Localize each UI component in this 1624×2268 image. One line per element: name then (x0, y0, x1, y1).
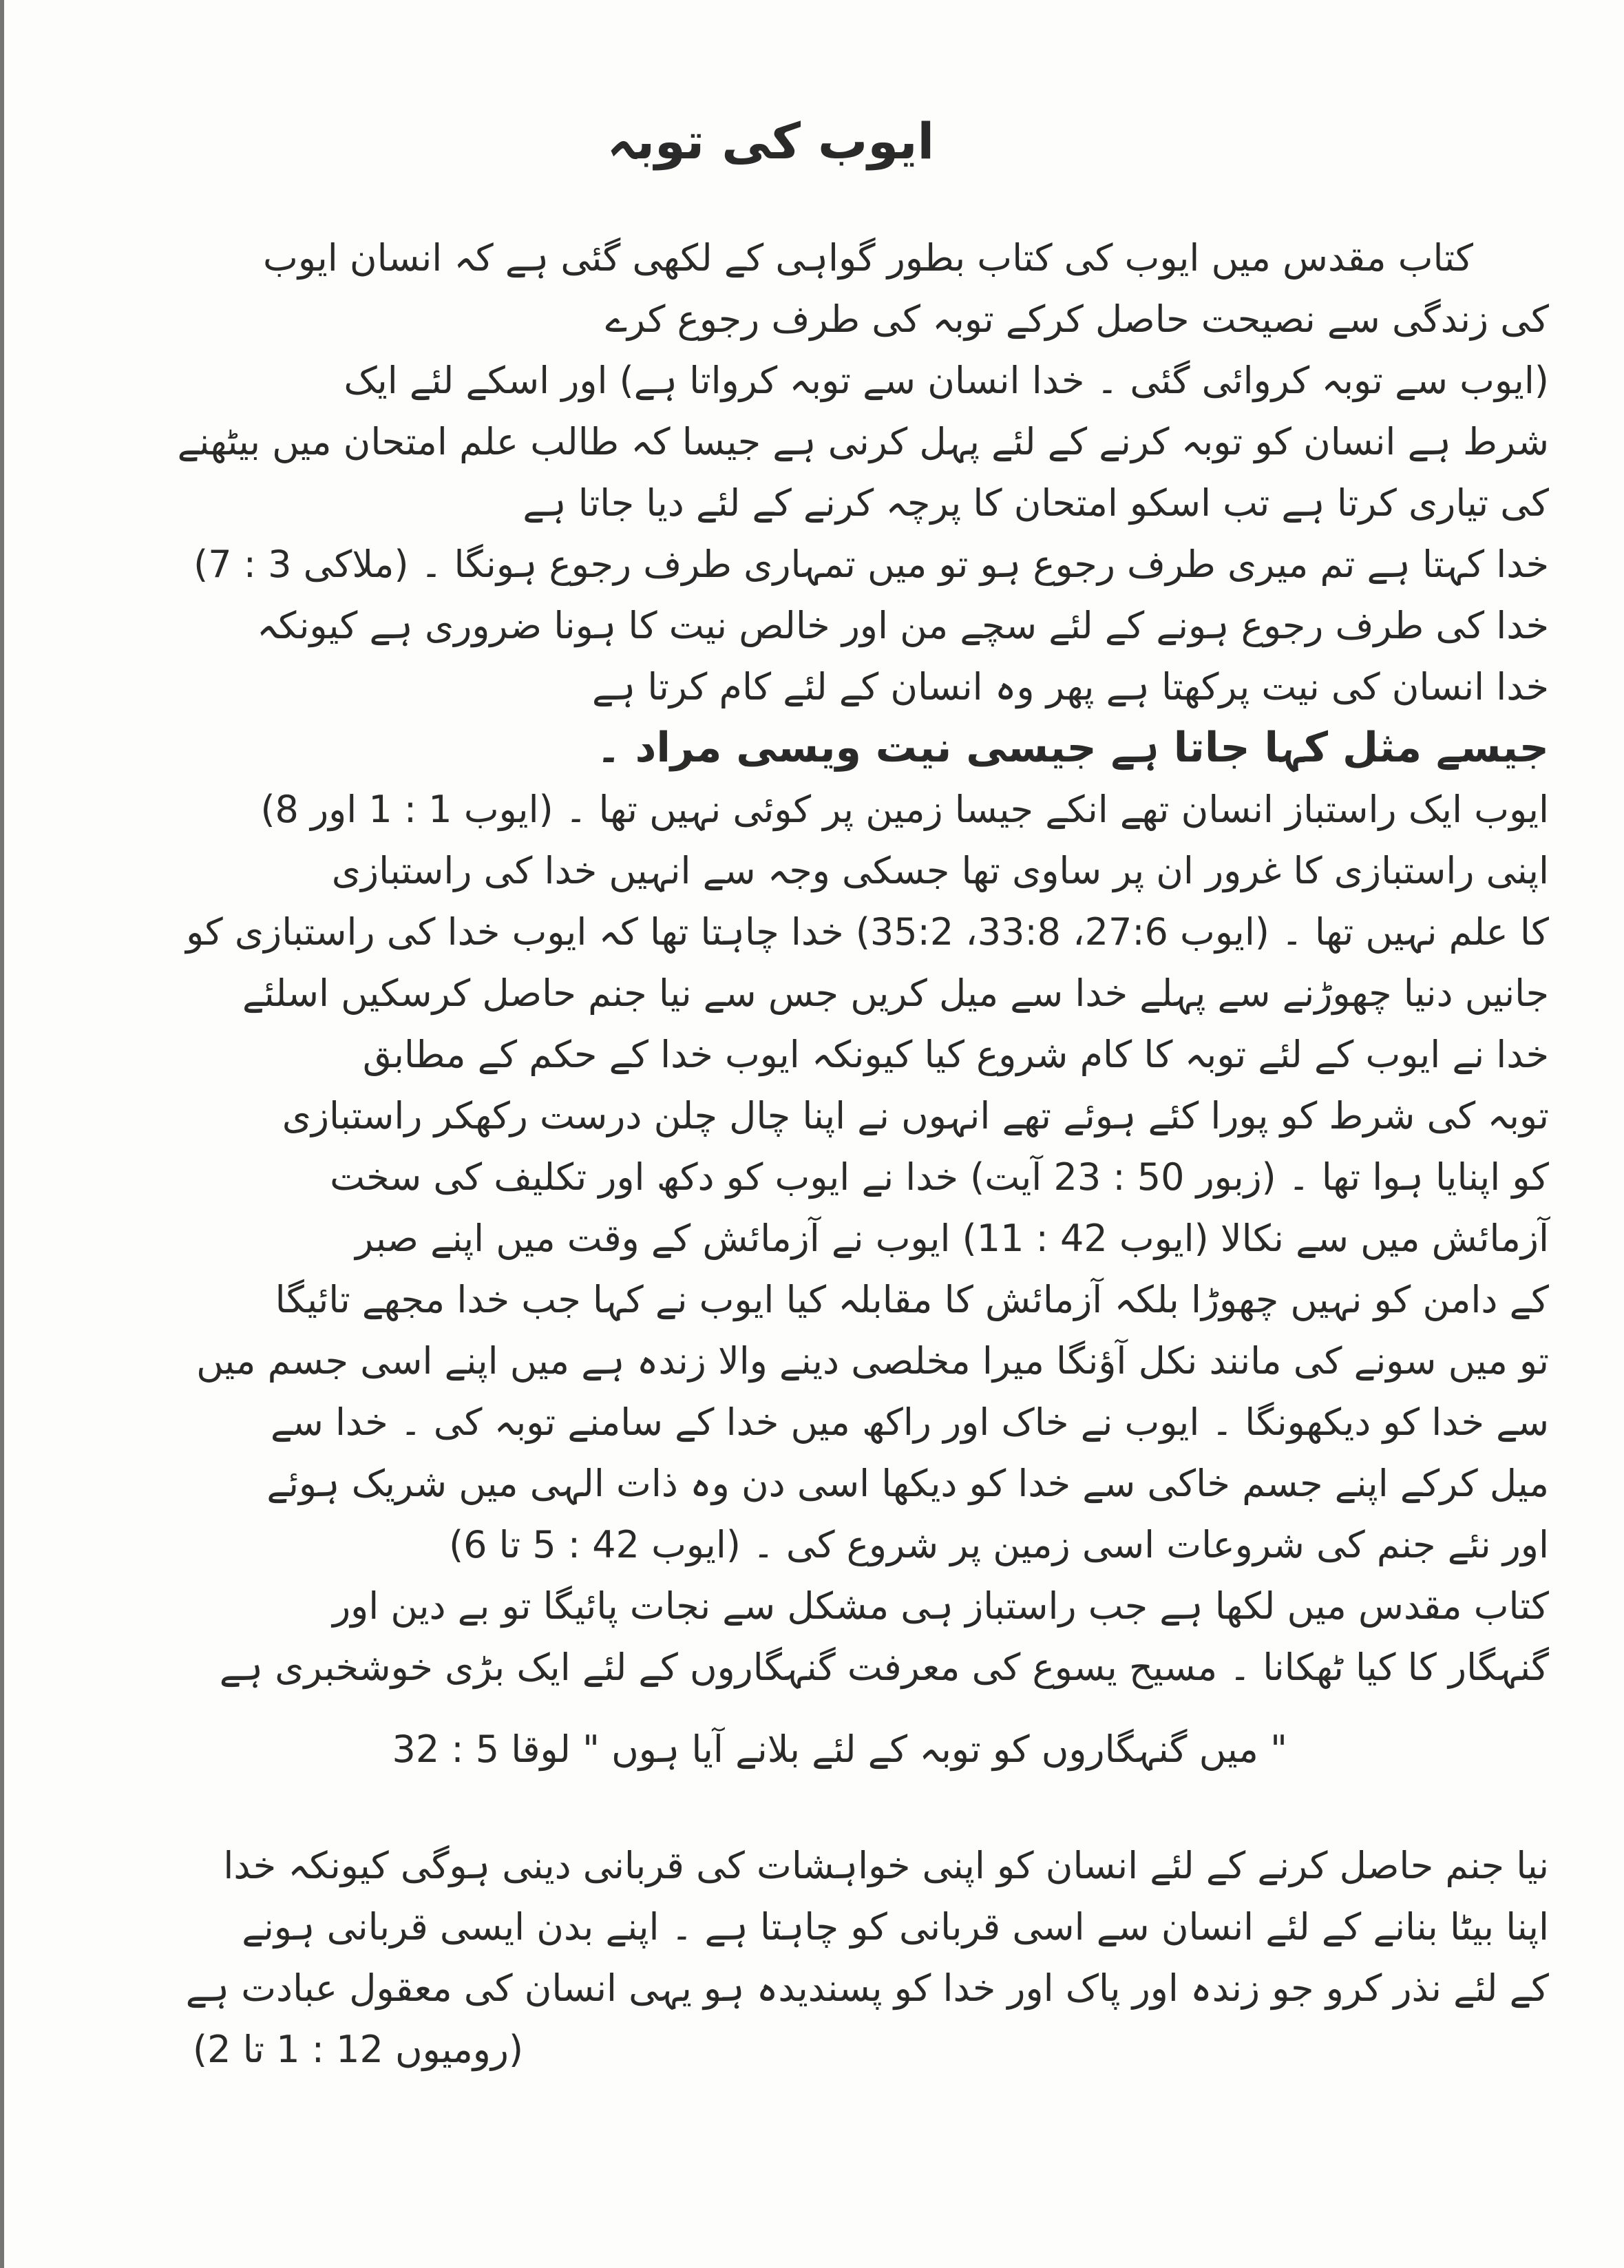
page-title: ایوب کی توبہ (607, 112, 935, 170)
text-line: اپنی راستبازی کا غرور ان پر ساوی تھا جسکی وجہ سے انہیں خدا کی راستبازی (331, 849, 1549, 892)
text-line: خدا کی طرف رجوع ہونے کے لئے سچے من اور خالص نیت کا ہونا ضروری ہے کیونکہ (256, 604, 1549, 647)
text-line: شرط ہے انسان کو توبہ کرنے کے لئے پہل کرنی ہے جیسا کہ طالب علم امتحان میں بیٹھنے (177, 420, 1549, 463)
text-line: خدا انسان کی نیت پرکھتا ہے پھر وہ انسان کے لئے کام کرتا ہے (591, 665, 1549, 708)
handwritten-body (83, 227, 1549, 2080)
text-line: میل کرکے اپنے جسم خاکی سے خدا کو دیکھا اسی دن وہ ذات الہی میں شریک ہوئے (266, 1462, 1549, 1505)
text-line: خدا کہتا ہے تم میری طرف رجوع ہو تو میں تمہاری طرف رجوع ہونگا ۔ (ملاکی 3 : 7) (193, 543, 1549, 586)
scan-edge-shadow (0, 0, 4, 2268)
scripture-reference: (رومیوں 12 : 1 تا 2) (193, 2028, 524, 2071)
text-line: گنہگار کا کیا ٹھکانا ۔ مسیح یسوع کی معرفت گنہگاروں کے لئے ایک بڑی خوشخبری ہے (219, 1646, 1549, 1689)
text-line: خدا نے ایوب کے لئے توبہ کا کام شروع کیا کیونکہ ایوب خدا کے حکم کے مطابق (362, 1033, 1549, 1076)
text-line: کا علم نہیں تھا ۔ (ایوب 27:6، 33:8، 35:2) خدا چاہتا تھا کہ ایوب خدا کی راستبازی کو (186, 910, 1549, 954)
proverb-line: جیسے مثل کہا جاتا ہے جیسی نیت ویسی مراد ۔ (596, 724, 1549, 772)
text-line: سے خدا کو دیکھونگا ۔ ایوب نے خاک اور راکھ میں خدا کے سامنے توبہ کی ۔ خدا سے (270, 1400, 1549, 1444)
text-line: کے دامن کو نہیں چھوڑا بلکہ آزمائش کا مقابلہ کیا ایوب نے کہا جب خدا مجھے تائیگا (275, 1278, 1549, 1321)
text-line: اپنا بیٹا بنانے کے لئے انسان سے اسی قربانی کو چاہتا ہے ۔ اپنے بدن ایسی قربانی ہونے (242, 1905, 1549, 1949)
scripture-quote: " میں گنہگاروں کو توبہ کے لئے بلانے آیا ہوں " لوقا 5 : 32 (392, 1728, 1287, 1771)
text-line: نیا جنم حاصل کرنے کے لئے انسان کو اپنی خواہشات کی قربانی دینی ہوگی کیونکہ خدا (223, 1844, 1549, 1887)
text-line: (ایوب سے توبہ کروائی گئی ۔ خدا انسان سے توبہ کرواتا ہے) اور اسکے لئے ایک (344, 359, 1549, 402)
text-line: کتاب مقدس میں ایوب کی کتاب بطور گواہی کے لکھی گئی ہے کہ انسان ایوب (262, 236, 1473, 280)
text-line: آزمائش میں سے نکالا (ایوب 42 : 11) ایوب نے آزمائش کے وقت میں اپنے صبر (355, 1217, 1549, 1260)
text-line: کی تیاری کرتا ہے تب اسکو امتحان کا پرچہ کرنے کے لئے دیا جاتا ہے (523, 481, 1549, 525)
text-line: اور نئے جنم کی شروعات اسی زمین پر شروع کی ۔ (ایوب 42 : 5 تا 6) (449, 1523, 1549, 1566)
text-line: کو اپنایا ہوا تھا ۔ (زبور 50 : 23 آیت) خدا نے ایوب کو دکھ اور تکلیف کی سخت (330, 1155, 1549, 1199)
text-line: ایوب ایک راستباز انسان تھے انکے جیسا زمین پر کوئی نہیں تھا ۔ (ایوب 1 : 1 اور 8) (260, 788, 1549, 831)
text-line: تو میں سونے کی مانند نکل آؤنگا میرا مخلصی دینے والا زندہ ہے میں اپنے اسی جسم میں (196, 1339, 1549, 1383)
text-line: کے لئے نذر کرو جو زندہ اور پاک اور خدا کو پسندیدہ ہو یہی انسان کی معقول عبادت ہے (185, 1966, 1549, 2010)
text-line: کتاب مقدس میں لکھا ہے جب راستباز ہی مشکل سے نجات پائیگا تو بے دین اور (333, 1584, 1549, 1628)
text-line: جانیں دنیا چھوڑنے سے پہلے خدا سے میل کریں جس سے نیا جنم حاصل کرسکیں اسلئے (242, 972, 1549, 1015)
text-line: توبہ کی شرط کو پورا کئے ہوئے تھے انہوں نے اپنا چال چلن درست رکھکر راستبازی (282, 1094, 1549, 1137)
text-line: کی زندگی سے نصیحت حاصل کرکے توبہ کی طرف رجوع کرے (605, 297, 1549, 341)
